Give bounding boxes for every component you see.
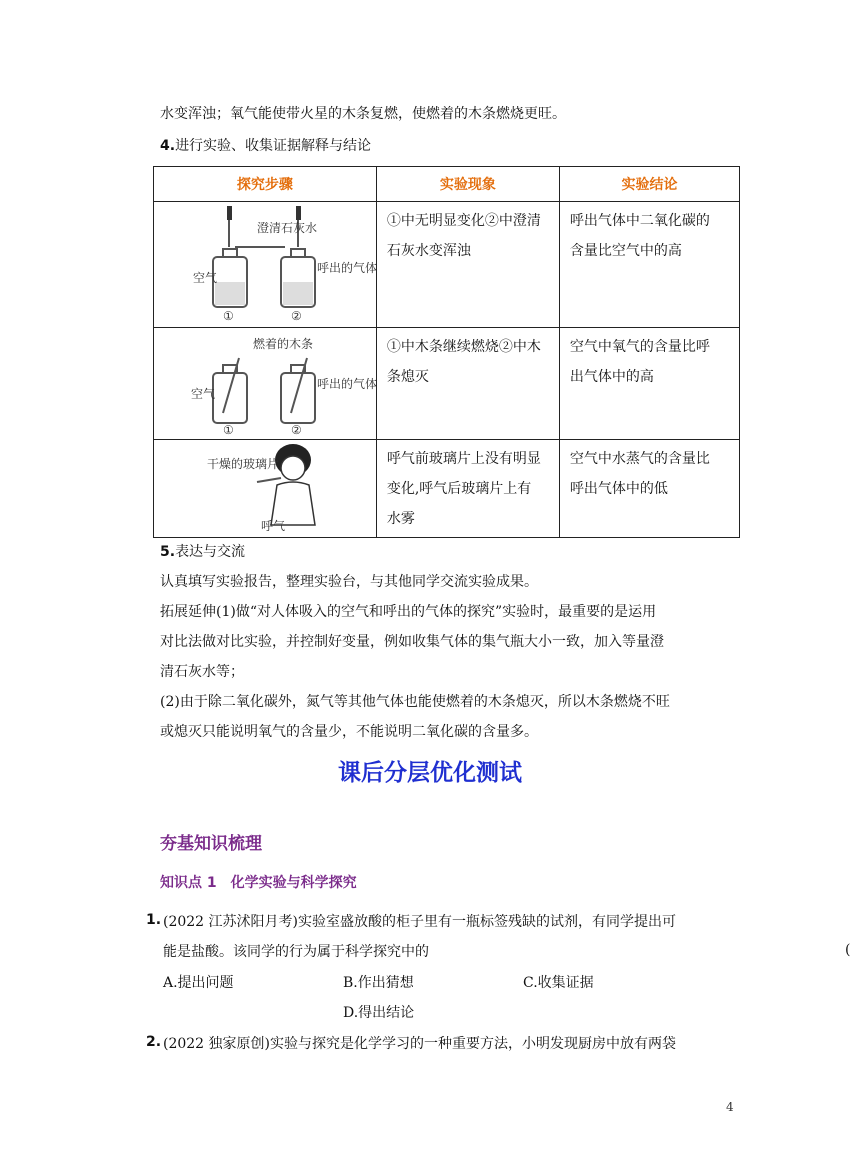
figure-label: ②: [290, 423, 302, 437]
cell-line: ①中木条继续燃烧②中木: [386, 339, 541, 355]
section-title: 表达与交流: [175, 544, 246, 560]
paragraph-line: 对比法做对比实验，并控制好变量，例如收集气体的集气瓶大小一致，加入等量澄: [160, 634, 664, 650]
cell-line: 石灰水变浑浊: [386, 243, 471, 259]
phenomenon-cell: [376, 328, 559, 440]
header-cell: 实验结论: [559, 167, 739, 202]
breath-on-glass-figure: [165, 440, 365, 536]
section-4-heading: [160, 136, 371, 156]
figure-label: 干燥的玻璃片: [206, 457, 279, 471]
cell-line: 条熄灭: [386, 369, 429, 385]
figure-cell: [154, 328, 377, 440]
cell-line: 含量比空气中的高: [569, 243, 682, 259]
figure-label: 呼出的气体: [316, 377, 377, 391]
cell-line: 水雾: [386, 511, 415, 527]
option-a: A.提出问题: [163, 975, 234, 991]
question-number: 1.: [146, 912, 162, 928]
cell-line: ①中无明显变化②中澄清: [386, 213, 541, 229]
section-title: 进行实验、收集证据解释与结论: [175, 138, 372, 154]
option-c: C.收集证据: [523, 975, 594, 991]
table-header-row: [154, 167, 740, 202]
paragraph-line: 清石灰水等；: [160, 664, 244, 680]
figure-label: ②: [290, 309, 302, 323]
question-line: (2022 江苏沭阳月考)实验室盛放酸的柜子里有一瓶标签残缺的试剂，有同学提出可: [163, 914, 677, 930]
table-row: [154, 440, 740, 538]
figure-label: 燃着的木条: [252, 337, 313, 351]
header-cell: 实验现象: [376, 167, 559, 202]
table-row: [154, 202, 740, 328]
conclusion-cell: [559, 202, 739, 328]
option-d: D.得出结论: [343, 1005, 415, 1021]
cell-line: 变化,呼气后玻璃片上有: [386, 481, 532, 497]
page-number: 4: [726, 1100, 734, 1114]
intro-line: 水变浑浊；氧气能使带火星的木条复燃，使燃着的木条燃烧更旺。: [160, 106, 566, 122]
cell-line: 呼气前玻璃片上没有明显: [386, 451, 541, 467]
question-number: 2.: [146, 1034, 162, 1050]
figure-label: 呼出的气体: [316, 261, 377, 275]
figure-label: 呼气: [260, 519, 285, 533]
question-line: (2022 独家原创)实验与探究是化学学习的一种重要方法，小明发现厨房中放有两袋: [163, 1036, 677, 1052]
figure-label: ①: [222, 423, 234, 437]
section-number: 4.: [160, 138, 176, 154]
paragraph-line: 或熄灭只能说明氧气的含量少，不能说明二氧化碳的含量多。: [160, 724, 538, 740]
cell-line: 空气中氧气的含量比呼: [569, 339, 710, 355]
option-b: B.作出猜想: [343, 975, 414, 991]
question-line: 能是盐酸。该同学的行为属于科学探究中的: [163, 944, 429, 960]
figure-label: ①: [222, 309, 234, 323]
conclusion-cell: [559, 328, 739, 440]
section-number: 5.: [160, 544, 176, 560]
table-row: [154, 328, 740, 440]
paragraph-line: 认真填写实验报告，整理实验台，与其他同学交流实验成果。: [160, 574, 538, 590]
figure-label: 空气: [190, 387, 215, 401]
figure-cell: [154, 440, 377, 538]
phenomenon-cell: [376, 440, 559, 538]
answer-paren: (: [845, 942, 851, 958]
knowledge-point-heading: 知识点 1 化学实验与科学探究: [160, 875, 357, 891]
cell-line: 空气中水蒸气的含量比: [569, 451, 710, 467]
cell-line: 呼出气体中二氧化碳的: [569, 213, 710, 229]
figure-cell: [154, 202, 377, 328]
cell-line: 出气体中的高: [569, 369, 654, 385]
conclusion-cell: [559, 440, 739, 538]
header-cell: 探究步骤: [154, 167, 377, 202]
experiment-table: [153, 166, 740, 538]
figure-label: 空气: [192, 271, 217, 285]
paragraph-line: 拓展延伸(1)做“对人体吸入的空气和呼出的气体的探究”实验时，最重要的是运用: [160, 604, 657, 620]
burning-stick-experiment-figure: [165, 328, 377, 437]
section-5-heading: [160, 542, 245, 562]
limewater-experiment-figure: [165, 202, 377, 323]
figure-label: 澄清石灰水: [256, 221, 317, 235]
main-heading: 课后分层优化测试: [338, 760, 522, 786]
paragraph-line: (2)由于除二氧化碳外，氮气等其他气体也能使燃着的木条熄灭，所以木条燃烧不旺: [160, 694, 670, 710]
sub-heading: 夯基知识梳理: [160, 834, 262, 854]
cell-line: 呼出气体中的低: [569, 481, 668, 497]
phenomenon-cell: [376, 202, 559, 328]
